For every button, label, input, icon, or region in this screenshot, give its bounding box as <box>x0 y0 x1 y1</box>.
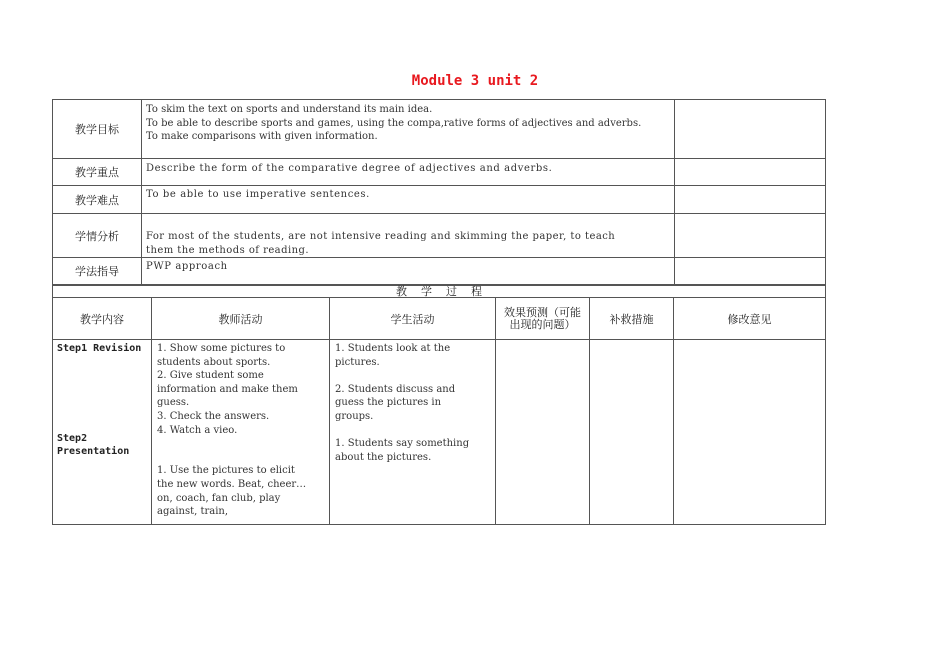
process-header-row <box>53 298 826 340</box>
student-line: 2. Students discuss and <box>335 383 456 395</box>
teacher-activities <box>152 340 330 525</box>
teacher-line: students about sports. <box>157 356 271 368</box>
header-teacher: 教师活动 <box>152 298 330 340</box>
student-line: about the pictures. <box>335 451 432 463</box>
student-line: 1. Students look at the <box>335 343 451 354</box>
student-activities <box>330 340 496 525</box>
info-row-difficulties <box>53 186 826 214</box>
methods-label: 学法指导 <box>53 258 142 285</box>
step1-label: Step1 Revision <box>57 343 142 354</box>
info-row-objectives <box>53 100 826 159</box>
key-points-content <box>142 159 675 186</box>
difficulties-line: To be able to use imperative sentences. <box>146 189 370 200</box>
objectives-line: To make comparisons with given information. <box>146 131 378 142</box>
teacher-line: information and make them <box>157 383 298 395</box>
process-title-row <box>53 286 826 298</box>
methods-line: PWP approach <box>146 261 228 272</box>
prediction-cell <box>496 340 590 525</box>
analysis-content <box>142 214 675 258</box>
methods-content <box>142 258 675 285</box>
objectives-content <box>142 100 675 159</box>
analysis-line: For most of the students, are not intensive reading and skimming the paper, to teach <box>146 231 616 242</box>
teacher-line: against, train, <box>157 506 229 518</box>
teacher-line: guess. <box>157 397 190 409</box>
page-title: Module 3 unit 2 <box>411 73 539 89</box>
step2-label: Step2 <box>57 433 88 444</box>
info-row-analysis <box>53 214 826 258</box>
header-remedy: 补救措施 <box>590 298 674 340</box>
process-title: 教学过程 <box>53 286 826 298</box>
difficulties-content <box>142 186 675 214</box>
objectives-notes <box>675 100 826 159</box>
teacher-line: 2. Give student some <box>157 370 264 382</box>
difficulties-notes <box>675 186 826 214</box>
teacher-line: 1. Use the pictures to elicit <box>157 465 295 477</box>
info-table <box>52 99 826 285</box>
key-points-label: 教学重点 <box>53 159 142 186</box>
header-student: 学生活动 <box>330 298 496 340</box>
analysis-label: 学情分析 <box>53 214 142 258</box>
info-row-key-points <box>53 159 826 186</box>
student-line: 1. Students say something <box>335 438 470 450</box>
teacher-line: 3. Check the answers. <box>157 410 270 422</box>
teacher-line: 1. Show some pictures to <box>157 343 286 354</box>
student-line: pictures. <box>335 356 380 368</box>
info-row-methods <box>53 258 826 285</box>
revision-cell <box>674 340 826 525</box>
steps-cell <box>53 340 152 525</box>
student-line: groups. <box>335 410 374 422</box>
analysis-notes <box>675 214 826 258</box>
header-revision: 修改意见 <box>674 298 826 340</box>
methods-notes <box>675 258 826 285</box>
student-line: guess the pictures in <box>335 397 442 409</box>
remedy-cell <box>590 340 674 525</box>
difficulties-label: 教学难点 <box>53 186 142 214</box>
step2-sublabel: Presentation <box>57 446 130 457</box>
teacher-line: 4. Watch a vieo. <box>157 424 238 436</box>
process-table <box>52 285 826 525</box>
key-points-notes <box>675 159 826 186</box>
process-body-row <box>53 340 826 525</box>
key-points-line: Describe the form of the comparative degree of adjectives and adverbs. <box>146 163 553 174</box>
teacher-line: the new words. Beat, cheer… <box>157 478 307 490</box>
header-content: 教学内容 <box>53 298 152 340</box>
objectives-line: To be able to describe sports and games, using the compa,rative forms of adjectives and adverbs. <box>146 117 642 129</box>
objectives-line: To skim the text on sports and understand its main idea. <box>146 104 433 115</box>
analysis-line: them the methods of reading. <box>146 244 309 256</box>
teacher-line: on, coach, fan club, play <box>157 492 281 504</box>
header-prediction: 效果预测（可能出现的问题） <box>496 298 590 340</box>
objectives-label: 教学目标 <box>53 100 142 159</box>
